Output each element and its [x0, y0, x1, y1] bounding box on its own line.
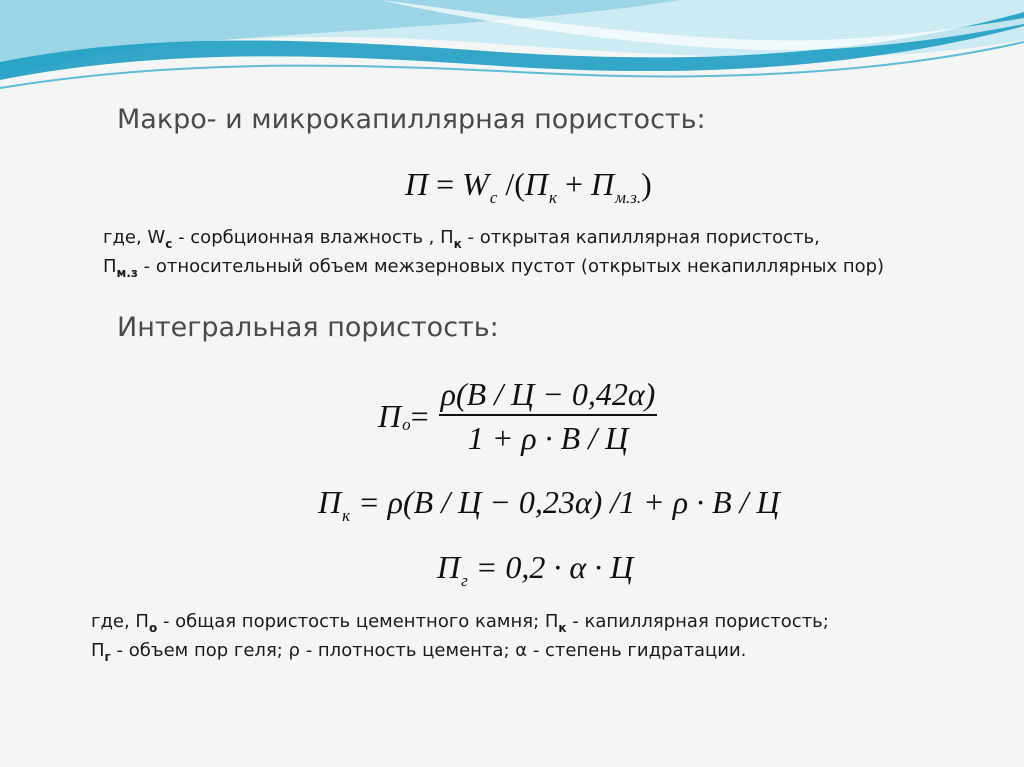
formula-total-porosity: [378, 378, 657, 454]
text-run: где, W: [103, 227, 166, 248]
text-run: где, П: [91, 611, 149, 632]
close-paren: ): [641, 166, 652, 202]
divide-open: /(: [497, 166, 525, 202]
description-line-2: [103, 253, 884, 282]
subscript-k: к: [549, 188, 557, 207]
numerator: ρ(В / Ц − 0,42α): [440, 376, 656, 412]
symbol-p: П: [318, 484, 342, 520]
symbol-p: П: [378, 398, 402, 434]
description-line-2: [91, 637, 829, 666]
decorative-wave-header: [0, 0, 1024, 110]
text-run: П: [91, 640, 105, 661]
formula-rhs: = ρ(В / Ц − 0,23α) /1 + ρ · В / Ц: [350, 484, 780, 520]
formula-porosity: [405, 166, 652, 207]
section-heading-macro-micro: Макро- и микрокапиллярная пористость:: [117, 104, 706, 135]
symbol-p: П: [405, 166, 429, 202]
text-run: П: [103, 256, 117, 277]
symbol-w: W: [462, 166, 489, 202]
text-run: - сорбционная влажность , П: [172, 227, 454, 248]
subscript-g: г: [461, 571, 468, 590]
formula-capillary-porosity: [318, 484, 780, 525]
symbol-pk: П: [524, 166, 549, 202]
subscript: к: [558, 621, 567, 635]
text-run: - относительный объем межзерновых пустот (открытых некапиллярных пор): [137, 256, 885, 277]
text-run: - открытая капиллярная пористость,: [461, 227, 820, 248]
description-line-1: [103, 224, 884, 253]
subscript-c: c: [489, 188, 498, 207]
subscript-k: к: [342, 506, 351, 525]
subscript: о: [148, 621, 158, 635]
denominator: 1 + ρ · В / Ц: [467, 420, 629, 456]
description-section2: [91, 608, 829, 666]
description-section1: [103, 224, 884, 282]
symbol-p: П: [437, 549, 461, 585]
plus-sign: +: [556, 166, 592, 202]
subscript: c: [165, 237, 173, 251]
equals-sign: =: [428, 166, 463, 202]
text-run: - капиллярная пористость;: [566, 611, 829, 632]
subscript-mz: м.з.: [615, 188, 642, 207]
fraction: [439, 378, 658, 454]
description-line-1: [91, 608, 829, 637]
subscript: к: [453, 237, 462, 251]
formula-rhs: = 0,2 · α · Ц: [467, 549, 634, 585]
subscript-o: о: [402, 414, 411, 434]
text-run: - общая пористость цементного камня; П: [157, 611, 559, 632]
section-heading-integral: Интегральная пористость:: [117, 312, 499, 343]
formula-gel-porosity: [437, 549, 634, 590]
symbol-pmz: П: [591, 166, 615, 202]
equals-sign: =: [410, 398, 429, 434]
subscript: м.з: [116, 266, 138, 280]
text-run: - объем пор геля; ρ - плотность цемента; α - степень гидратации.: [110, 640, 747, 661]
subscript: г: [104, 650, 111, 664]
